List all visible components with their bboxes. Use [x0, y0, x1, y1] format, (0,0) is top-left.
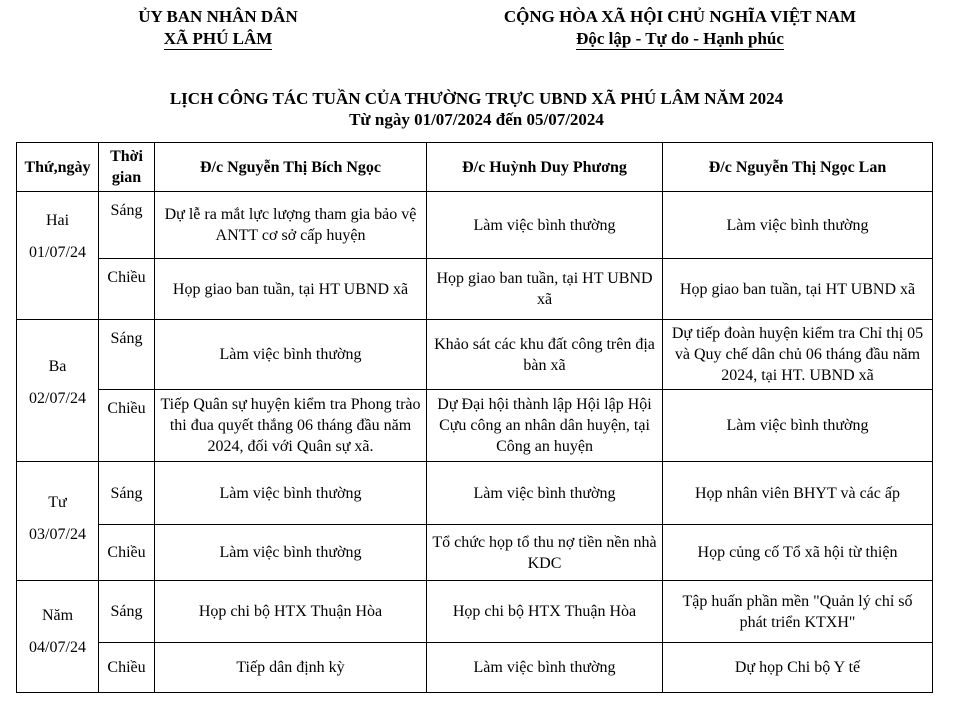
agency-header: [118, 6, 318, 50]
col-header-time: Thời gian: [99, 143, 155, 192]
shift-cell: Chiều: [99, 259, 155, 320]
schedule-title-main: LỊCH CÔNG TÁC TUẦN CỦA THƯỜNG TRỰC UBND XÃ PHÚ LÂM NĂM 2024: [169, 89, 784, 108]
schedule-cell: Họp giao ban tuần, tại HT UBND xã: [427, 259, 663, 320]
schedule-cell: Khảo sát các khu đất công trên địa bàn xã: [427, 320, 663, 390]
weekly-schedule-table: [16, 142, 933, 693]
schedule-cell: Họp giao ban tuần, tại HT UBND xã: [155, 259, 427, 320]
day-date: 04/07/24: [29, 639, 86, 656]
col-header-person-3: Đ/c Nguyễn Thị Ngọc Lan: [663, 143, 933, 192]
schedule-cell: Tổ chức họp tổ thu nợ tiền nền nhà KDC: [427, 525, 663, 581]
schedule-cell: Dự họp Chi bộ Y tế: [663, 643, 933, 693]
national-title: CỘNG HÒA XÃ HỘI CHỦ NGHĨA VIỆT NAM: [503, 7, 857, 26]
shift-cell: Sáng: [99, 320, 155, 390]
day-date: 03/07/24: [29, 526, 86, 543]
table-row: [17, 192, 933, 259]
day-name: Tư: [48, 494, 67, 511]
day-name: Hai: [45, 212, 70, 229]
table-row: [17, 525, 933, 581]
schedule-cell: Dự lễ ra mắt lực lượng tham gia bảo vệ ANTT cơ sở cấp huyện: [155, 192, 427, 259]
schedule-cell: Dự Đại hội thành lập Hội lập Hội Cựu công an nhân dân huyện, tại Công an huyện: [427, 390, 663, 462]
day-name: Ba: [48, 358, 67, 375]
shift-cell: Chiều: [99, 390, 155, 462]
col-header-day: Thứ,ngày: [17, 143, 99, 192]
table-row: [17, 390, 933, 462]
day-date: 02/07/24: [29, 390, 86, 407]
schedule-cell: Họp chi bộ HTX Thuận Hòa: [155, 581, 427, 643]
day-date: 01/07/24: [29, 244, 86, 261]
table-row: [17, 643, 933, 693]
shift-cell: Sáng: [99, 581, 155, 643]
national-motto: Độc lập - Tự do - Hạnh phúc: [576, 29, 784, 48]
table-row: [17, 320, 933, 390]
shift-cell: Sáng: [99, 462, 155, 525]
schedule-cell: Họp chi bộ HTX Thuận Hòa: [427, 581, 663, 643]
table-row: [17, 581, 933, 643]
schedule-cell: Họp củng cố Tổ xã hội từ thiện: [663, 525, 933, 581]
schedule-date-range: Từ ngày 01/07/2024 đến 05/07/2024: [349, 110, 604, 129]
shift-cell: Chiều: [99, 525, 155, 581]
table-row: [17, 259, 933, 320]
schedule-cell: Tập huấn phần mền "Quản lý chỉ số phát triển KTXH": [663, 581, 933, 643]
day-cell: [17, 581, 99, 693]
national-header: [470, 6, 890, 50]
schedule-cell: Làm việc bình thường: [155, 525, 427, 581]
shift-cell: Chiều: [99, 643, 155, 693]
agency-name: ỦY BAN NHÂN DÂN: [138, 7, 298, 26]
schedule-cell: Tiếp dân định kỳ: [155, 643, 427, 693]
schedule-cell: Làm việc bình thường: [427, 462, 663, 525]
schedule-cell: Tiếp Quân sự huyện kiểm tra Phong trào thi đua quyết thắng 06 tháng đầu năm 2024, đối với Quân sự xã.: [155, 390, 427, 462]
schedule-title: [0, 88, 953, 130]
table-header-row: [17, 143, 933, 192]
commune-name: XÃ PHÚ LÂM: [163, 29, 273, 48]
schedule-cell: Họp giao ban tuần, tại HT UBND xã: [663, 259, 933, 320]
day-cell: [17, 320, 99, 462]
schedule-cell: Làm việc bình thường: [155, 320, 427, 390]
schedule-cell: Dự tiếp đoàn huyện kiểm tra Chỉ thị 05 và Quy chế dân chủ 06 tháng đầu năm 2024, tại HT. UBND xã: [663, 320, 933, 390]
col-header-person-2: Đ/c Huỳnh Duy Phương: [427, 143, 663, 192]
day-name: Năm: [41, 607, 74, 624]
schedule-cell: Làm việc bình thường: [155, 462, 427, 525]
schedule-cell: Làm việc bình thường: [427, 192, 663, 259]
table-row: [17, 462, 933, 525]
schedule-cell: Làm việc bình thường: [663, 192, 933, 259]
schedule-cell: Làm việc bình thường: [663, 390, 933, 462]
shift-cell: Sáng: [99, 192, 155, 259]
day-cell: [17, 462, 99, 581]
schedule-cell: Họp nhân viên BHYT và các ấp: [663, 462, 933, 525]
schedule-cell: Làm việc bình thường: [427, 643, 663, 693]
col-header-person-1: Đ/c Nguyễn Thị Bích Ngọc: [155, 143, 427, 192]
day-cell: [17, 192, 99, 320]
